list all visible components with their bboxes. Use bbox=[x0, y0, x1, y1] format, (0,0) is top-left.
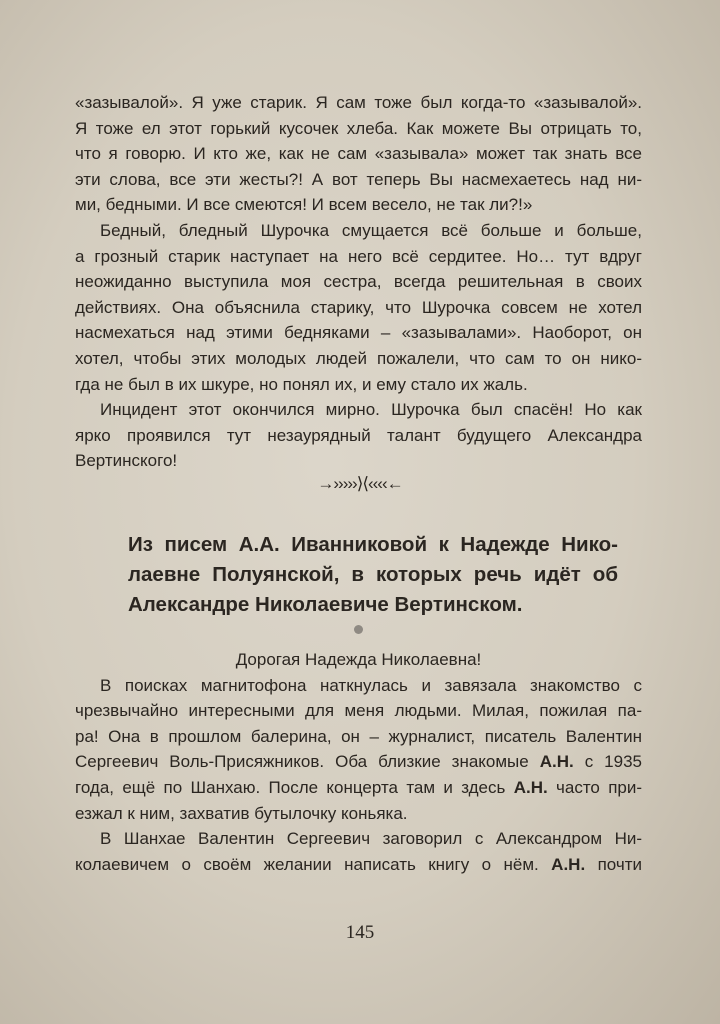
text-segment: гда не был в их шкуре, но понял их, и ему стало их жаль. bbox=[75, 374, 528, 394]
text-segment: Бедный, бледный Шурочка смущается всё больше и больше, bbox=[100, 220, 642, 240]
text-segment: Инцидент этот окончился мирно. Шурочка был спасён! Но как bbox=[100, 400, 642, 420]
text-line bbox=[75, 90, 642, 116]
text-line bbox=[75, 724, 642, 750]
text-line bbox=[75, 826, 642, 852]
bold-initials: А.Н. bbox=[539, 752, 574, 772]
text-segment: почти bbox=[585, 854, 642, 874]
text-segment: «зазывалой». Я уже старик. Я сам тоже был когда-то «зазывалой». bbox=[75, 93, 642, 112]
text-segment: ра! Она в прошлом балерина, он – журналист, писатель Валентин bbox=[75, 726, 642, 746]
text-line bbox=[75, 698, 642, 724]
text-segment: действиях. Она объяснила старику, что Шурочка совсем не хотел bbox=[75, 297, 642, 317]
text-segment: хотел, чтобы этих молодых людей пожалели, что сам то он нико- bbox=[75, 348, 642, 368]
text-segment: неожиданно выступила моя сестра, всегда решительная в своих bbox=[75, 272, 642, 292]
text-line bbox=[75, 320, 642, 346]
text-line bbox=[75, 673, 642, 699]
text-line bbox=[128, 590, 618, 620]
text-line bbox=[75, 852, 642, 878]
text-line bbox=[75, 167, 642, 193]
body-text-letter bbox=[75, 647, 642, 877]
text-line bbox=[75, 192, 642, 218]
text-line bbox=[75, 775, 642, 801]
text-segment: года, ещё по Шанхаю. После концерта там и здесь bbox=[75, 777, 514, 797]
text-line bbox=[75, 801, 642, 827]
text-line bbox=[75, 372, 642, 398]
text-line bbox=[75, 116, 642, 142]
section-heading bbox=[128, 530, 618, 620]
text-line bbox=[75, 141, 642, 167]
text-segment: В поисках магнитофона наткнулась и завязала знакомство с bbox=[100, 675, 642, 695]
text-line bbox=[75, 346, 642, 372]
text-segment: насмехаться над этими бедняками – «зазывалами». Наоборот, он bbox=[75, 323, 642, 343]
text-line bbox=[75, 749, 642, 775]
text-segment: Александре Николаевиче Вертинском. bbox=[128, 593, 523, 616]
text-segment: а грозный старик наступает на него всё сердитее. Но… тут вдруг bbox=[75, 246, 642, 266]
text-line bbox=[75, 423, 642, 449]
text-line bbox=[75, 295, 642, 321]
text-segment: лаевне Полуянской, в которых речь идёт об bbox=[128, 563, 618, 586]
text-segment: Дорогая Надежда Николаевна! bbox=[235, 650, 482, 669]
text-segment: колаевичем о своём желании написать книгу о нём. bbox=[75, 854, 552, 874]
bold-initials: А.Н. bbox=[551, 854, 586, 874]
text-segment: что я говорю. И кто же, как не сам «зазывала» может так знать все bbox=[75, 144, 642, 164]
text-segment: часто при- bbox=[547, 777, 642, 797]
ornament-divider: →›››››⟩⟨‹‹‹‹← bbox=[317, 474, 403, 493]
text-segment: езжал к ним, захватив бутылочку коньяка. bbox=[75, 803, 408, 823]
text-segment: Сергеевич Воль-Присяжников. Оба близкие знакомые bbox=[75, 752, 540, 772]
text-segment: с 1935 bbox=[573, 752, 642, 772]
text-line bbox=[128, 560, 618, 590]
text-line bbox=[75, 269, 642, 295]
body-text-top bbox=[75, 90, 642, 474]
text-line bbox=[75, 244, 642, 270]
text-line bbox=[75, 218, 642, 244]
text-segment: ярко проявился тут незаурядный талант будущего Александра bbox=[75, 425, 642, 445]
text-line bbox=[75, 647, 642, 673]
text-segment: ми, бедными. И все смеются! И всем весело, не так ли?!» bbox=[75, 195, 533, 215]
text-line bbox=[75, 448, 642, 474]
text-segment: Вертинского! bbox=[75, 451, 178, 471]
bold-initials: А.Н. bbox=[513, 777, 548, 797]
text-line bbox=[128, 530, 618, 560]
text-segment: чрезвычайно интересными для меня людьми. Милая, пожилая па- bbox=[75, 701, 642, 721]
text-segment: Я тоже ел этот горький кусочек хлеба. Как можете Вы отрицать то, bbox=[75, 118, 642, 138]
bullet-dot bbox=[354, 625, 363, 634]
text-segment: В Шанхае Валентин Сергеевич заговорил с Александром Ни- bbox=[100, 829, 642, 849]
text-segment: эти слова, все эти жесты?! А вот теперь Вы насмехаетесь над ни- bbox=[75, 169, 642, 189]
page-number: 145 bbox=[345, 922, 375, 943]
text-line bbox=[75, 397, 642, 423]
text-segment: Из писем А.А. Иванниковой к Надежде Нико- bbox=[128, 533, 618, 556]
